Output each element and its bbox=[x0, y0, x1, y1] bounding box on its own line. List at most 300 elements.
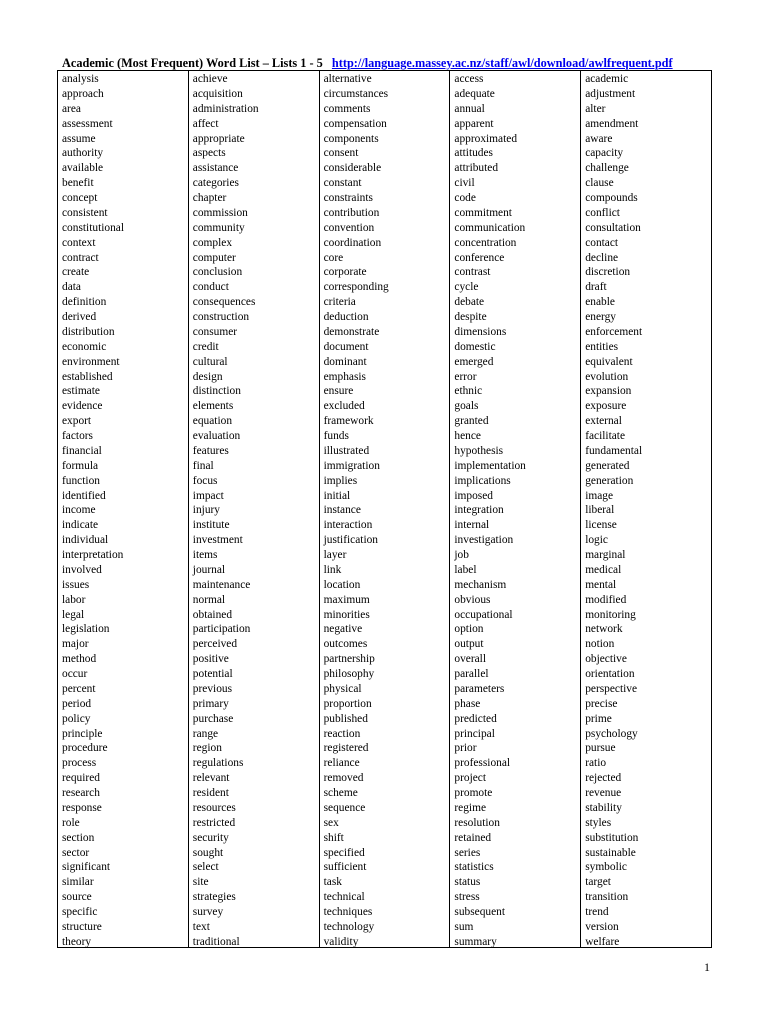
word-item: economic bbox=[62, 340, 107, 353]
word-item: contact bbox=[585, 236, 619, 249]
word-item: structure bbox=[62, 920, 102, 933]
word-item: period bbox=[62, 697, 92, 710]
word-item: assume bbox=[62, 132, 96, 145]
word-item: ethnic bbox=[454, 385, 483, 398]
word-item: task bbox=[323, 876, 342, 889]
word-item: occupational bbox=[454, 608, 513, 621]
word-item: response bbox=[62, 801, 102, 814]
word-item: physical bbox=[323, 682, 362, 695]
word-item: welfare bbox=[585, 935, 620, 948]
word-item: individual bbox=[62, 534, 109, 547]
word-item: substitution bbox=[585, 831, 639, 844]
word-item: initial bbox=[323, 489, 351, 502]
word-item: precise bbox=[585, 697, 618, 710]
word-item: contrast bbox=[454, 266, 491, 279]
word-item: formula bbox=[62, 459, 99, 472]
word-item: focus bbox=[192, 474, 218, 487]
word-column-2 bbox=[189, 71, 320, 947]
word-item: legal bbox=[62, 608, 85, 621]
word-item: decline bbox=[585, 251, 619, 264]
word-item: entities bbox=[585, 340, 619, 353]
word-item: facilitate bbox=[585, 430, 626, 442]
word-item: restricted bbox=[192, 816, 236, 829]
word-item: phase bbox=[454, 697, 481, 710]
word-item: concentration bbox=[454, 236, 517, 249]
word-item: granted bbox=[454, 415, 489, 428]
word-item: enable bbox=[585, 296, 615, 309]
word-item: marginal bbox=[585, 549, 626, 561]
word-item: partnership bbox=[323, 653, 375, 666]
word-item: features bbox=[192, 444, 229, 457]
word-item: traditional bbox=[192, 935, 240, 948]
word-item: theory bbox=[62, 935, 92, 948]
word-item: injury bbox=[192, 504, 221, 517]
page-number: 1 bbox=[704, 960, 710, 974]
word-item: subsequent bbox=[454, 906, 506, 918]
word-item: authority bbox=[62, 147, 104, 160]
word-item: approximated bbox=[454, 132, 518, 145]
word-item: perspective bbox=[585, 682, 638, 695]
word-item: compounds bbox=[585, 192, 638, 204]
word-item: site bbox=[192, 876, 209, 889]
word-item: deduction bbox=[323, 311, 369, 323]
word-item: positive bbox=[192, 653, 229, 666]
word-item: perceived bbox=[192, 638, 238, 651]
word-item: debate bbox=[454, 296, 485, 309]
word-item: series bbox=[454, 846, 481, 859]
word-item: illustrated bbox=[323, 444, 370, 457]
word-item: imposed bbox=[454, 489, 493, 502]
word-item: option bbox=[454, 623, 484, 636]
word-item: shift bbox=[323, 831, 344, 844]
word-item: institute bbox=[192, 519, 230, 532]
word-item: instance bbox=[323, 504, 361, 517]
word-item: promote bbox=[454, 787, 493, 799]
word-item: export bbox=[62, 415, 92, 428]
word-item: core bbox=[323, 251, 344, 264]
word-item: procedure bbox=[62, 742, 108, 755]
word-item: design bbox=[192, 370, 223, 383]
word-item: estimate bbox=[62, 385, 100, 398]
word-item: area bbox=[62, 102, 81, 115]
word-item: external bbox=[585, 415, 622, 428]
word-item: scheme bbox=[323, 787, 358, 799]
word-item: logic bbox=[585, 534, 608, 547]
word-item: outcomes bbox=[323, 638, 368, 651]
word-item: funds bbox=[323, 430, 349, 442]
word-item: apparent bbox=[454, 117, 494, 130]
word-item: code bbox=[454, 192, 476, 204]
word-item: security bbox=[192, 831, 229, 844]
word-item: items bbox=[192, 549, 218, 561]
word-item: layer bbox=[323, 549, 347, 561]
word-item: cultural bbox=[192, 355, 228, 368]
word-item: adequate bbox=[454, 87, 495, 100]
word-item: normal bbox=[192, 593, 226, 606]
word-item: technology bbox=[323, 920, 375, 933]
word-item: generation bbox=[585, 474, 634, 487]
word-item: sufficient bbox=[323, 861, 367, 874]
word-item: principle bbox=[62, 727, 103, 740]
word-item: conflict bbox=[585, 206, 620, 219]
word-item: domestic bbox=[454, 340, 496, 353]
word-item: maximum bbox=[323, 593, 370, 606]
word-item: amendment bbox=[585, 117, 639, 130]
word-item: principal bbox=[454, 727, 495, 740]
word-item: percent bbox=[62, 682, 96, 695]
word-item: expansion bbox=[585, 385, 632, 398]
word-item: image bbox=[585, 489, 614, 502]
word-item: transition bbox=[585, 891, 629, 904]
word-item: regulations bbox=[192, 757, 244, 770]
word-item: consistent bbox=[62, 206, 108, 219]
word-item: relevant bbox=[192, 772, 230, 785]
word-item: chapter bbox=[192, 192, 227, 204]
word-item: function bbox=[62, 474, 100, 487]
word-item: job bbox=[454, 549, 469, 561]
word-item: construction bbox=[192, 311, 250, 323]
word-item: financial bbox=[62, 444, 102, 457]
word-item: elements bbox=[192, 400, 234, 413]
word-item: psychology bbox=[585, 727, 638, 740]
word-item: liberal bbox=[585, 504, 615, 517]
word-item: label bbox=[454, 563, 477, 576]
word-item: objective bbox=[585, 653, 627, 666]
word-item: coordination bbox=[323, 236, 382, 249]
word-item: stability bbox=[585, 801, 622, 814]
word-item: identified bbox=[62, 489, 106, 502]
word-item: philosophy bbox=[323, 668, 375, 680]
word-item: cycle bbox=[454, 281, 479, 294]
word-item: exposure bbox=[585, 400, 627, 413]
word-item: sector bbox=[62, 846, 90, 859]
word-item: issues bbox=[62, 578, 90, 591]
word-item: approach bbox=[62, 87, 104, 100]
word-item: consultation bbox=[585, 221, 641, 234]
word-item: similar bbox=[62, 876, 94, 889]
word-item: labor bbox=[62, 593, 86, 606]
word-item: definition bbox=[62, 296, 107, 309]
word-item: role bbox=[62, 816, 80, 829]
word-item: dimensions bbox=[454, 325, 507, 338]
word-item: target bbox=[585, 876, 611, 889]
word-item: overall bbox=[454, 653, 487, 666]
word-item: consent bbox=[323, 147, 359, 160]
word-item: primary bbox=[192, 697, 229, 710]
word-item: obtained bbox=[192, 608, 233, 621]
word-item: constitutional bbox=[62, 221, 125, 234]
word-item: categories bbox=[192, 177, 239, 190]
word-item: community bbox=[192, 221, 245, 234]
word-item: license bbox=[585, 519, 617, 532]
word-item: network bbox=[585, 623, 623, 636]
word-column-5 bbox=[581, 71, 711, 947]
word-item: project bbox=[454, 772, 487, 785]
word-item: components bbox=[323, 132, 379, 145]
word-item: stress bbox=[454, 891, 480, 904]
word-item: hypothesis bbox=[454, 444, 504, 457]
word-item: select bbox=[192, 861, 219, 874]
word-item: techniques bbox=[323, 906, 373, 918]
word-item: derived bbox=[62, 311, 97, 323]
word-item: computer bbox=[192, 251, 236, 264]
word-item: investment bbox=[192, 534, 243, 547]
page-title: Academic (Most Frequent) Word List – Lists 1 - 5 bbox=[62, 56, 323, 70]
word-item: aspects bbox=[192, 147, 226, 160]
word-item: excluded bbox=[323, 400, 365, 413]
word-item: obvious bbox=[454, 593, 491, 606]
word-item: policy bbox=[62, 712, 91, 725]
word-item: implications bbox=[454, 474, 511, 487]
page-header bbox=[62, 55, 722, 71]
word-item: concept bbox=[62, 192, 98, 204]
word-item: achieve bbox=[192, 73, 228, 85]
word-item: factors bbox=[62, 430, 93, 442]
word-item: prime bbox=[585, 712, 612, 725]
word-item: reaction bbox=[323, 727, 361, 740]
word-item: orientation bbox=[585, 668, 635, 680]
word-item: proportion bbox=[323, 697, 372, 710]
word-item: participation bbox=[192, 623, 251, 636]
word-item: context bbox=[62, 236, 96, 249]
word-item: evaluation bbox=[192, 430, 241, 442]
word-list-table bbox=[57, 70, 712, 948]
word-item: prior bbox=[454, 742, 477, 755]
word-item: interpretation bbox=[62, 549, 124, 561]
word-item: text bbox=[192, 920, 210, 933]
word-item: data bbox=[62, 281, 81, 294]
word-item: sustainable bbox=[585, 846, 636, 859]
word-item: convention bbox=[323, 221, 375, 234]
word-item: maintenance bbox=[192, 578, 251, 591]
word-item: consequences bbox=[192, 296, 256, 309]
word-item: retained bbox=[454, 831, 492, 844]
word-item: reliance bbox=[323, 757, 360, 770]
word-item: link bbox=[323, 563, 342, 576]
word-column-1 bbox=[58, 71, 189, 947]
source-link[interactable]: http://language.massey.ac.nz/staff/awl/download/awlfrequent.pdf bbox=[331, 56, 673, 70]
word-item: corresponding bbox=[323, 281, 389, 294]
word-item: energy bbox=[585, 311, 616, 323]
word-item: mental bbox=[585, 578, 617, 591]
word-item: affect bbox=[192, 117, 219, 130]
word-item: attributed bbox=[454, 162, 499, 175]
word-item: emphasis bbox=[323, 370, 366, 383]
word-item: status bbox=[454, 876, 481, 889]
word-item: circumstances bbox=[323, 87, 389, 100]
word-item: source bbox=[62, 891, 92, 904]
word-item: summary bbox=[454, 935, 497, 948]
word-item: notion bbox=[585, 638, 615, 651]
word-item: symbolic bbox=[585, 861, 627, 874]
word-item: registered bbox=[323, 742, 369, 755]
word-item: interaction bbox=[323, 519, 373, 532]
word-item: sought bbox=[192, 846, 224, 859]
word-item: evolution bbox=[585, 370, 629, 383]
word-item: contract bbox=[62, 251, 99, 264]
word-item: hence bbox=[454, 430, 481, 442]
word-item: resources bbox=[192, 801, 236, 814]
word-item: annual bbox=[454, 102, 485, 115]
word-item: styles bbox=[585, 816, 612, 829]
word-item: civil bbox=[454, 177, 475, 190]
word-item: output bbox=[454, 638, 484, 651]
word-item: predicted bbox=[454, 712, 497, 725]
word-item: adjustment bbox=[585, 87, 636, 100]
word-item: enforcement bbox=[585, 325, 643, 338]
word-item: environment bbox=[62, 355, 120, 368]
word-item: technical bbox=[323, 891, 365, 904]
word-item: credit bbox=[192, 340, 219, 353]
word-item: dominant bbox=[323, 355, 367, 368]
word-item: removed bbox=[323, 772, 364, 785]
word-item: purchase bbox=[192, 712, 234, 725]
word-item: parallel bbox=[454, 668, 489, 680]
word-item: pursue bbox=[585, 742, 616, 755]
word-item: implementation bbox=[454, 459, 526, 472]
word-item: assistance bbox=[192, 162, 239, 175]
word-item: rejected bbox=[585, 772, 622, 785]
word-item: location bbox=[323, 578, 361, 591]
word-item: equation bbox=[192, 415, 233, 428]
word-item: published bbox=[323, 712, 368, 725]
word-item: comments bbox=[323, 102, 371, 115]
word-item: research bbox=[62, 787, 100, 799]
word-item: implies bbox=[323, 474, 358, 487]
word-item: generated bbox=[585, 459, 630, 472]
word-item: immigration bbox=[323, 459, 380, 472]
word-item: negative bbox=[323, 623, 363, 636]
word-item: legislation bbox=[62, 623, 110, 636]
word-item: statistics bbox=[454, 861, 494, 874]
word-item: specific bbox=[62, 906, 98, 918]
word-item: despite bbox=[454, 311, 487, 323]
word-item: constant bbox=[323, 177, 362, 190]
word-item: indicate bbox=[62, 519, 99, 532]
word-item: communication bbox=[454, 221, 526, 234]
word-item: complex bbox=[192, 236, 233, 249]
word-item: sum bbox=[454, 920, 474, 933]
word-item: distribution bbox=[62, 325, 115, 338]
word-item: document bbox=[323, 340, 369, 353]
word-item: investigation bbox=[454, 534, 514, 547]
word-item: trend bbox=[585, 906, 609, 918]
word-item: create bbox=[62, 266, 90, 279]
word-item: survey bbox=[192, 906, 224, 918]
word-item: resident bbox=[192, 787, 229, 799]
word-item: method bbox=[62, 653, 97, 666]
word-item: occur bbox=[62, 668, 88, 680]
word-item: major bbox=[62, 638, 89, 651]
word-item: final bbox=[192, 459, 214, 472]
word-item: required bbox=[62, 772, 100, 785]
word-item: section bbox=[62, 831, 95, 844]
word-item: attitudes bbox=[454, 147, 493, 160]
word-item: capacity bbox=[585, 147, 624, 160]
word-item: error bbox=[454, 370, 477, 383]
word-item: constraints bbox=[323, 192, 373, 204]
word-item: minorities bbox=[323, 608, 370, 621]
word-item: draft bbox=[585, 281, 607, 294]
word-item: integration bbox=[454, 504, 504, 517]
word-item: sequence bbox=[323, 801, 366, 814]
word-item: range bbox=[192, 727, 219, 740]
word-item: commitment bbox=[454, 206, 512, 219]
word-item: professional bbox=[454, 757, 511, 770]
word-item: modified bbox=[585, 593, 627, 606]
word-item: academic bbox=[585, 73, 629, 85]
word-item: justification bbox=[323, 534, 379, 547]
word-item: significant bbox=[62, 861, 111, 874]
word-item: conference bbox=[454, 251, 505, 264]
word-item: compensation bbox=[323, 117, 387, 130]
word-item: revenue bbox=[585, 787, 622, 799]
word-item: involved bbox=[62, 563, 102, 576]
word-item: criteria bbox=[323, 296, 356, 309]
word-item: emerged bbox=[454, 355, 494, 368]
word-item: fundamental bbox=[585, 444, 643, 457]
word-item: medical bbox=[585, 563, 622, 576]
word-item: validity bbox=[323, 935, 359, 948]
word-item: established bbox=[62, 370, 113, 383]
word-item: alternative bbox=[323, 73, 372, 85]
word-item: distinction bbox=[192, 385, 241, 398]
word-item: ensure bbox=[323, 385, 354, 398]
word-item: assessment bbox=[62, 117, 113, 130]
word-item: goals bbox=[454, 400, 479, 413]
word-item: regime bbox=[454, 801, 487, 814]
word-item: conclusion bbox=[192, 266, 243, 279]
word-item: consumer bbox=[192, 325, 238, 338]
word-item: considerable bbox=[323, 162, 382, 175]
word-item: income bbox=[62, 504, 96, 517]
word-item: appropriate bbox=[192, 132, 245, 145]
word-item: region bbox=[192, 742, 222, 755]
word-item: internal bbox=[454, 519, 490, 532]
word-item: challenge bbox=[585, 162, 629, 175]
word-item: previous bbox=[192, 682, 233, 695]
word-item: demonstrate bbox=[323, 325, 380, 338]
word-item: available bbox=[62, 162, 104, 175]
word-item: ratio bbox=[585, 757, 607, 770]
word-item: impact bbox=[192, 489, 224, 502]
word-item: monitoring bbox=[585, 608, 636, 621]
word-item: mechanism bbox=[454, 578, 507, 591]
word-item: acquisition bbox=[192, 87, 243, 100]
word-item: version bbox=[585, 920, 619, 933]
word-item: alter bbox=[585, 102, 606, 115]
word-item: administration bbox=[192, 102, 259, 115]
word-item: process bbox=[62, 757, 97, 770]
word-item: discretion bbox=[585, 266, 631, 279]
word-item: clause bbox=[585, 177, 614, 190]
word-item: aware bbox=[585, 132, 613, 145]
word-item: specified bbox=[323, 846, 365, 859]
word-item: strategies bbox=[192, 891, 236, 904]
word-item: access bbox=[454, 73, 484, 85]
word-item: corporate bbox=[323, 266, 367, 279]
word-item: commission bbox=[192, 206, 248, 219]
word-item: framework bbox=[323, 415, 374, 428]
word-item: evidence bbox=[62, 400, 103, 413]
word-item: equivalent bbox=[585, 355, 633, 368]
word-item: analysis bbox=[62, 73, 99, 85]
word-item: resolution bbox=[454, 816, 500, 829]
word-item: benefit bbox=[62, 177, 94, 190]
word-item: conduct bbox=[192, 281, 229, 294]
word-item: parameters bbox=[454, 682, 505, 695]
word-column-4 bbox=[450, 71, 581, 947]
